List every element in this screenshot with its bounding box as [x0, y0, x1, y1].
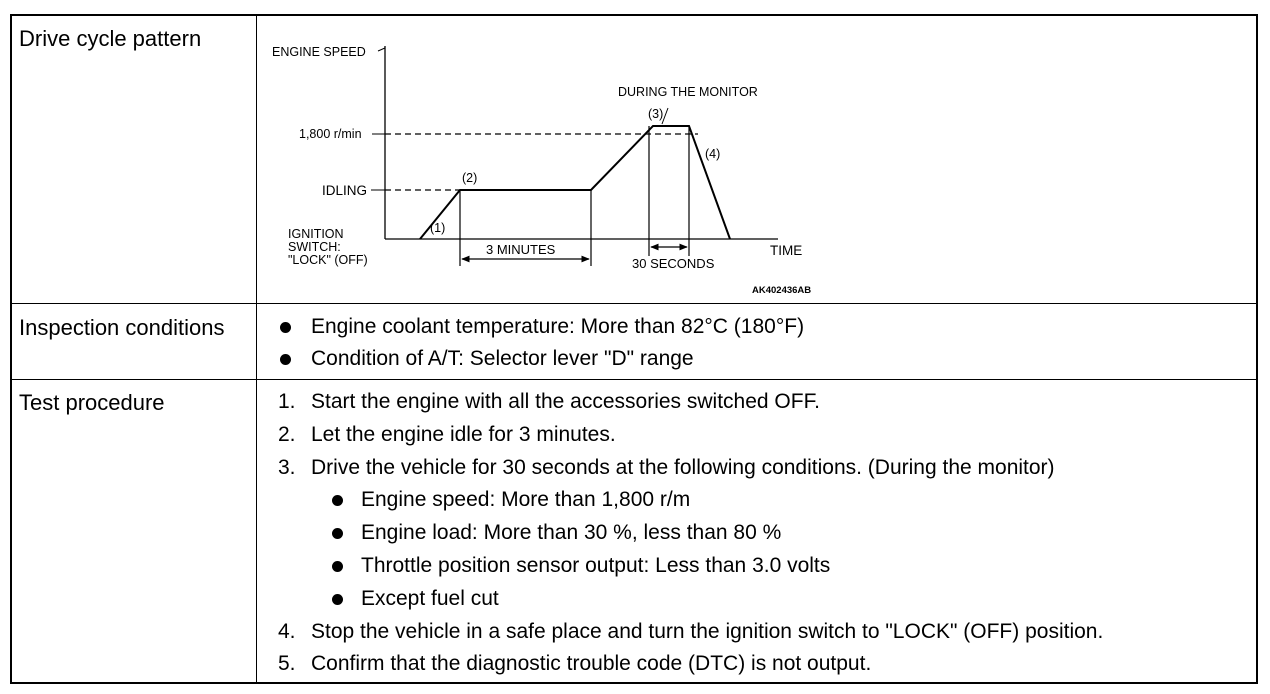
- inspection-item: Condition of A/T: Selector lever "D" range: [311, 347, 694, 370]
- test-step: Confirm that the diagnostic trouble code (DTC) is not output.: [311, 652, 872, 675]
- step-number: 3.: [278, 456, 296, 479]
- marker-1: (1): [430, 221, 446, 235]
- drive-cycle-diagram: [258, 16, 858, 301]
- row-divider: [12, 379, 1256, 380]
- bullet-icon: [332, 528, 343, 539]
- step-number: 5.: [278, 652, 296, 675]
- bullet-icon: [332, 594, 343, 605]
- step-number: 1.: [278, 390, 296, 413]
- figure-code: AK402436AB: [752, 285, 812, 296]
- inspection-item: Engine coolant temperature: More than 82°C (180°F): [311, 315, 805, 338]
- step-number: 4.: [278, 620, 296, 643]
- bullet-icon: [332, 495, 343, 506]
- bullet-icon: [280, 322, 291, 333]
- bullet-icon: [332, 561, 343, 572]
- test-step: Drive the vehicle for 30 seconds at the following conditions. (During the monitor): [311, 456, 1055, 479]
- test-sub-item: Throttle position sensor output: Less than 3.0 volts: [361, 554, 831, 577]
- thirty-seconds-label: 30 SECONDS: [632, 256, 715, 271]
- x-axis-label: TIME: [770, 243, 803, 258]
- test-procedure-label: Test procedure: [19, 390, 165, 415]
- level-high-label: 1,800 r/min: [299, 127, 362, 141]
- test-step: Stop the vehicle in a safe place and turn the ignition switch to "LOCK" (OFF) position.: [311, 620, 1104, 643]
- step-number: 2.: [278, 423, 296, 446]
- test-sub-item: Engine load: More than 30 %, less than 80 %: [361, 521, 782, 544]
- ignition-label-line1: IGNITION: [288, 227, 344, 241]
- bullet-icon: [280, 354, 291, 365]
- test-step: Let the engine idle for 3 minutes.: [311, 423, 616, 446]
- marker-4: (4): [705, 147, 721, 161]
- test-sub-item: Except fuel cut: [361, 587, 499, 610]
- marker-2: (2): [462, 171, 478, 185]
- ignition-label-line3: "LOCK" (OFF): [288, 253, 368, 267]
- level-idle-label: IDLING: [322, 183, 368, 198]
- ignition-label-line2: SWITCH:: [288, 240, 341, 254]
- three-minutes-label: 3 MINUTES: [486, 242, 556, 257]
- drive-cycle-table: [10, 14, 1258, 684]
- column-divider: [256, 16, 257, 682]
- y-axis-label: ENGINE SPEED: [272, 45, 366, 59]
- test-sub-item: Engine speed: More than 1,800 r/m: [361, 488, 691, 511]
- drive-cycle-label: Drive cycle pattern: [19, 26, 202, 51]
- during-monitor-label: DURING THE MONITOR: [618, 85, 758, 99]
- test-step: Start the engine with all the accessories switched OFF.: [311, 390, 820, 413]
- marker-3: (3): [648, 107, 664, 121]
- row-divider: [12, 303, 1256, 304]
- inspection-conditions-label: Inspection conditions: [19, 315, 225, 340]
